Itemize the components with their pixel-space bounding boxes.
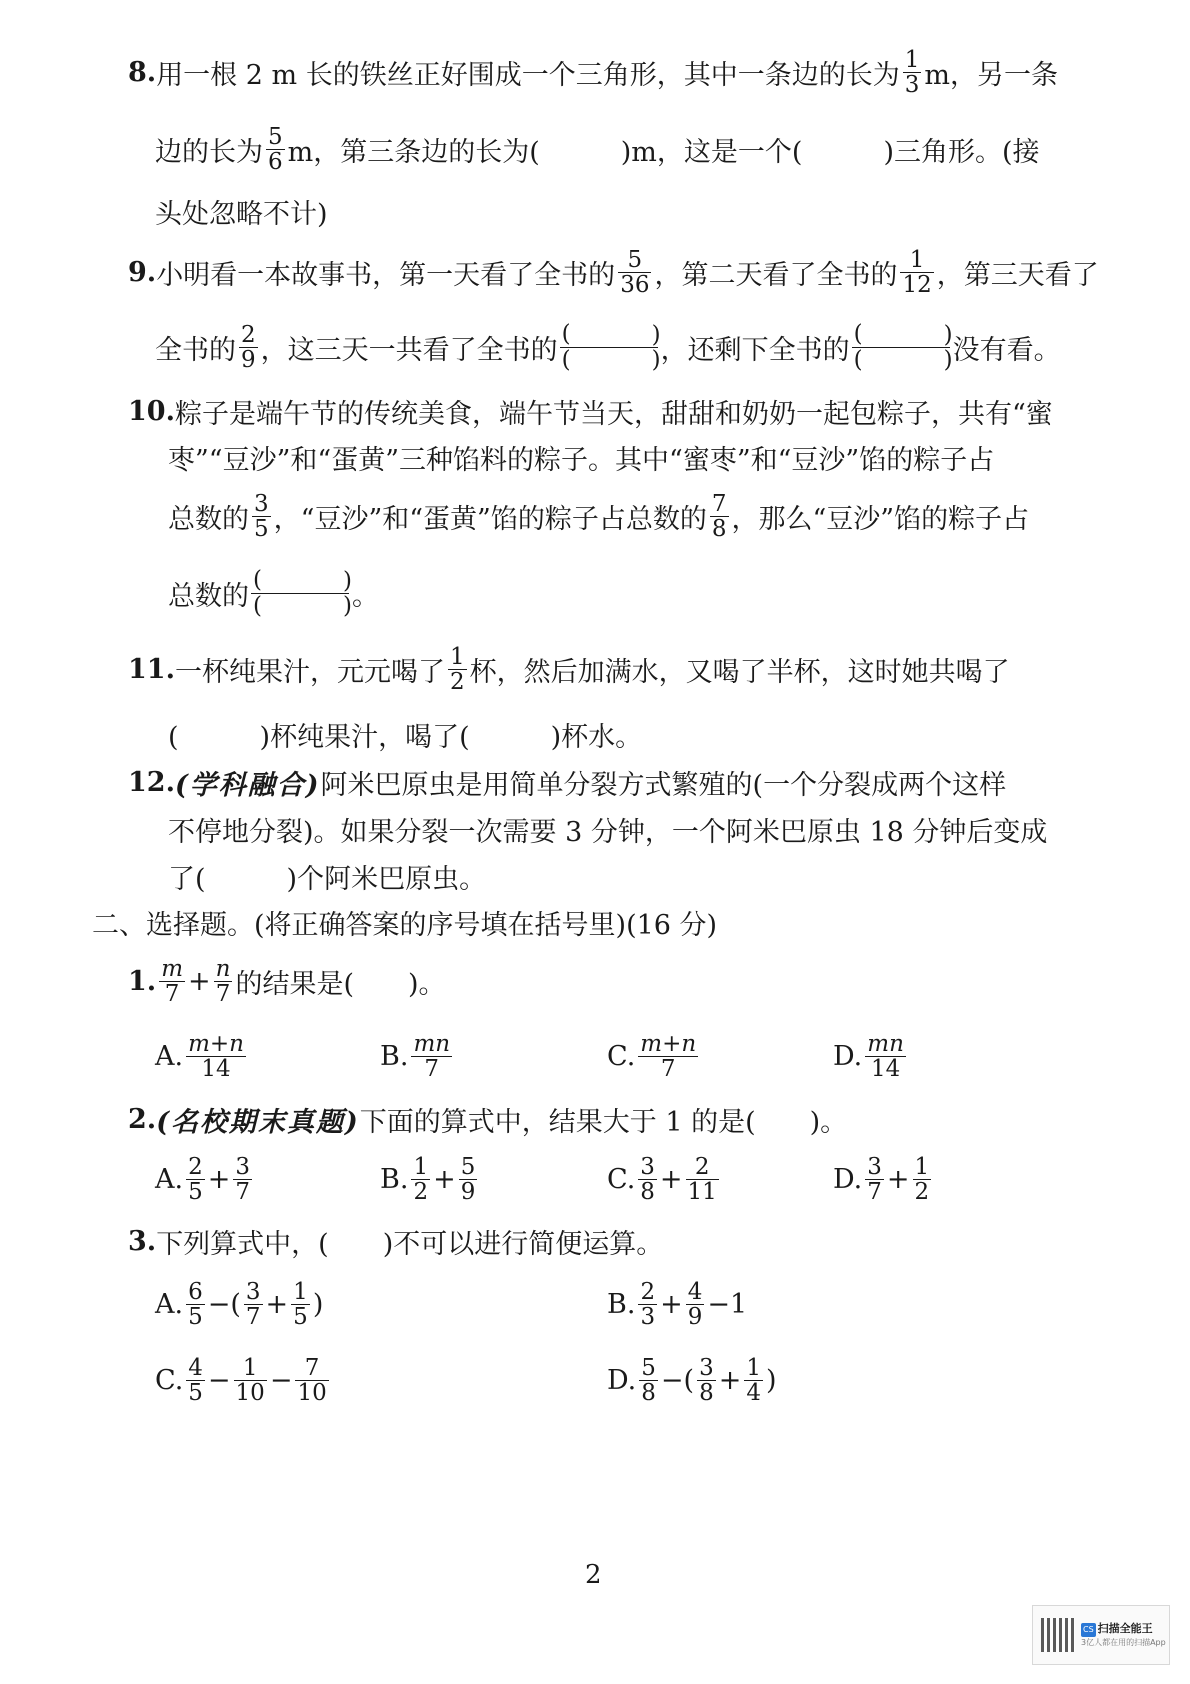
fraction: $\frac{6}{5}$	[188, 1279, 203, 1331]
page-number: 2	[585, 1560, 602, 1590]
answer-fraction-blank[interactable]: ( (	[560, 322, 658, 374]
plus-sign: +	[188, 966, 211, 998]
fraction: $\frac{1}{2}$	[413, 1154, 429, 1206]
q8-number: 8.	[128, 57, 157, 89]
option-b[interactable]: B. $\frac{2}{3}$ + $\frac{4}{9}$ −1	[607, 1279, 748, 1331]
option-label: A.	[155, 1041, 184, 1073]
fraction: $\frac{1}{2}$	[914, 1154, 930, 1206]
q12-line2	[168, 810, 1047, 849]
scanner-watermark	[1032, 1605, 1170, 1665]
q9-text: 全书的	[155, 335, 236, 367]
watermark-subtitle: 3亿人都在用的扫描App	[1081, 1638, 1166, 1648]
q8-line3	[155, 192, 328, 231]
fraction: $\frac{mn}{14}$	[867, 1031, 904, 1083]
option-label: A.	[155, 1164, 184, 1196]
q11-text: 一杯纯果汁，元元喝了	[174, 657, 445, 689]
option-d[interactable]: D. $\frac{3}{7}$ + $\frac{1}{2}$	[833, 1154, 930, 1206]
q10-line2	[168, 438, 994, 477]
q10-line1	[128, 392, 1053, 431]
option-b[interactable]: B. $\frac{1}{2}$ + $\frac{5}{9}$	[380, 1154, 476, 1206]
option-c[interactable]: C. $\frac{4}{5}$ − $\frac{1}{10}$ − $\frac{7}{10}$	[155, 1355, 327, 1407]
q9-line2: 全书的 $\frac{2}{9}$ ，这三天一共看了全书的 ( ( ) ) ，还剩下全书的 ( ( ) ) 没有看。	[155, 321, 1061, 374]
c2-text: 下面的算式中，结果大于 1 的是( )。	[359, 1107, 848, 1138]
q11-line2	[168, 715, 642, 754]
q10-line3	[168, 492, 1029, 541]
q8-text: 头处忽略不计)	[155, 199, 328, 230]
fraction: $\frac{2}{11}$	[687, 1154, 717, 1206]
fraction: $\frac{3}{7}$	[245, 1279, 261, 1331]
fraction: $\frac{7}{8}$	[711, 491, 727, 543]
option-label: B.	[380, 1164, 409, 1196]
c2-stem	[128, 1100, 847, 1139]
q11-text: ( )杯纯果汁，喝了( )杯水。	[168, 722, 643, 753]
fraction: $\frac{2}{3}$	[640, 1279, 656, 1331]
q12-text: 了( )个阿米巴原虫。	[168, 864, 487, 895]
c1-text: 的结果是( )。	[235, 969, 446, 1001]
fraction: $\frac{m+n}{14}$	[188, 1031, 244, 1083]
fraction: $\frac{3}{8}$	[699, 1355, 714, 1407]
fraction: $\frac{5}{6}$	[268, 124, 283, 176]
q10-text: 粽子是端午节的传统美食，端午节当天，甜甜和奶奶一起包粽子，共有“蜜	[174, 399, 1053, 430]
q9-line1	[128, 248, 1099, 297]
option-c[interactable]	[607, 1032, 701, 1081]
q10-number: 10.	[128, 396, 175, 427]
q9-text: ，这三天一共看了全书的	[260, 335, 558, 367]
c2-tag: (名校期末真题)	[156, 1107, 360, 1138]
option-a[interactable]: A. $\frac{2}{5}$ + $\frac{3}{7}$	[155, 1154, 250, 1206]
q8-text: m，第三条边的长为( )m，这是一个( )三角形。(接	[287, 137, 1040, 169]
option-a[interactable]: A. $\frac{6}{5}$ −( $\frac{3}{7}$ + $\frac{1}{5}$ )	[155, 1279, 324, 1331]
q8-text: m，另一条	[924, 60, 1058, 92]
q10-text: ，“豆沙”和“蛋黄”馅的粽子占总数的	[273, 504, 707, 536]
c1-stem	[128, 957, 446, 1006]
q10-line4: 总数的 ( ( ) ) 。	[168, 567, 379, 620]
option-label: C.	[155, 1365, 184, 1397]
fraction: $\frac{3}{7}$	[867, 1154, 882, 1206]
fraction: $\frac{3}{8}$	[640, 1154, 655, 1206]
q11-line1	[128, 645, 1010, 694]
fraction: $\frac{1}{10}$	[235, 1355, 265, 1407]
option-label: A.	[155, 1289, 184, 1321]
q12-line3	[168, 857, 486, 896]
fraction: $\frac{1}{12}$	[902, 247, 932, 299]
section-heading: 二、选择题。(将正确答案的序号填在括号里)(16 分)	[92, 910, 718, 941]
fraction: $\frac{3}{5}$	[254, 491, 269, 543]
option-d[interactable]: D. $\frac{5}{8}$ −( $\frac{3}{8}$ + $\frac{1}{4}$ )	[607, 1355, 777, 1407]
fraction: $\frac{5}{36}$	[620, 247, 650, 299]
answer-fraction-blank[interactable]: ( (	[852, 322, 950, 374]
option-a[interactable]	[155, 1032, 249, 1081]
option-label: D.	[833, 1041, 863, 1073]
fraction: $\frac{2}{9}$	[241, 322, 256, 374]
fraction: $\frac{2}{5}$	[188, 1154, 203, 1206]
q12-tag: (学科融合)	[174, 770, 321, 801]
option-label: D.	[607, 1365, 637, 1397]
q8-text: 边的长为	[155, 137, 263, 169]
fraction: $\frac{1}{2}$	[449, 644, 465, 696]
c1-number: 1.	[128, 966, 157, 998]
option-label: C.	[607, 1041, 636, 1073]
q11-text: 杯，然后加满水，又喝了半杯，这时她共喝了	[469, 657, 1010, 689]
q8-line1	[128, 48, 1058, 97]
qr-code-icon	[1041, 1618, 1075, 1652]
q10-text: ，那么“豆沙”馅的粽子占	[731, 504, 1030, 536]
q9-text: ，还剩下全书的	[660, 335, 850, 367]
fraction: $\frac{m+n}{7}$	[640, 1031, 697, 1083]
fraction: $\frac{4}{5}$	[188, 1355, 203, 1407]
q9-text: ，第二天看了全书的	[654, 260, 898, 292]
option-d[interactable]	[833, 1032, 909, 1081]
fraction: $\frac{1}{5}$	[293, 1279, 308, 1331]
fraction: $\frac{1}{3}$	[904, 47, 920, 99]
q10-text: 。	[351, 581, 379, 613]
option-label: B.	[380, 1041, 409, 1073]
q10-text: 总数的	[168, 581, 249, 613]
fraction: $\frac{4}{9}$	[687, 1279, 703, 1331]
option-label: D.	[833, 1164, 863, 1196]
q9-text: 小明看一本故事书，第一天看了全书的	[156, 260, 616, 292]
option-c[interactable]: C. $\frac{3}{8}$ + $\frac{2}{11}$	[607, 1154, 717, 1206]
option-label: B.	[607, 1289, 636, 1321]
fraction: $\frac{n}{7}$	[215, 956, 231, 1008]
q9-text: 没有看。	[952, 335, 1061, 367]
c3-number: 3.	[128, 1226, 157, 1257]
option-b[interactable]	[380, 1032, 455, 1081]
fraction: $\frac{3}{7}$	[235, 1154, 250, 1206]
q12-number: 12.	[128, 767, 175, 798]
fraction: $\frac{m}{7}$	[161, 956, 183, 1008]
fraction: $\frac{mn}{7}$	[413, 1031, 451, 1083]
q11-number: 11.	[128, 654, 175, 686]
answer-fraction-blank[interactable]: ( (	[251, 568, 349, 620]
q12-text: 阿米巴原虫是用简单分裂方式繁殖的(一个分裂成两个这样	[320, 770, 1007, 801]
option-label: C.	[607, 1164, 636, 1196]
c3-stem	[128, 1222, 663, 1261]
fraction: $\frac{5}{8}$	[641, 1355, 656, 1407]
c2-number: 2.	[128, 1104, 157, 1135]
fraction: $\frac{5}{9}$	[460, 1154, 476, 1206]
q12-text: 不停地分裂)。如果分裂一次需要 3 分钟，一个阿米巴原虫 18 分钟后变成	[168, 817, 1048, 848]
c3-text: 下列算式中，( )不可以进行简便运算。	[156, 1229, 664, 1260]
fraction: $\frac{7}{10}$	[297, 1355, 327, 1407]
watermark-brand: 扫描全能王	[1097, 1622, 1153, 1636]
q9-text: ，第三天看了	[936, 260, 1099, 292]
q12-line1	[128, 763, 1006, 802]
q8-text: 用一根 2 m 长的铁丝正好围成一个三角形，其中一条边的长为	[156, 60, 900, 92]
fraction: $\frac{1}{4}$	[746, 1355, 761, 1407]
q8-line2	[155, 125, 1040, 174]
app-logo-icon: CS	[1081, 1623, 1096, 1636]
q9-number: 9.	[128, 257, 157, 289]
q10-text: 总数的	[168, 504, 249, 536]
q10-text: 枣”“豆沙”和“蛋黄”三种馅料的粽子。其中“蜜枣”和“豆沙”馅的粽子占	[168, 445, 995, 476]
